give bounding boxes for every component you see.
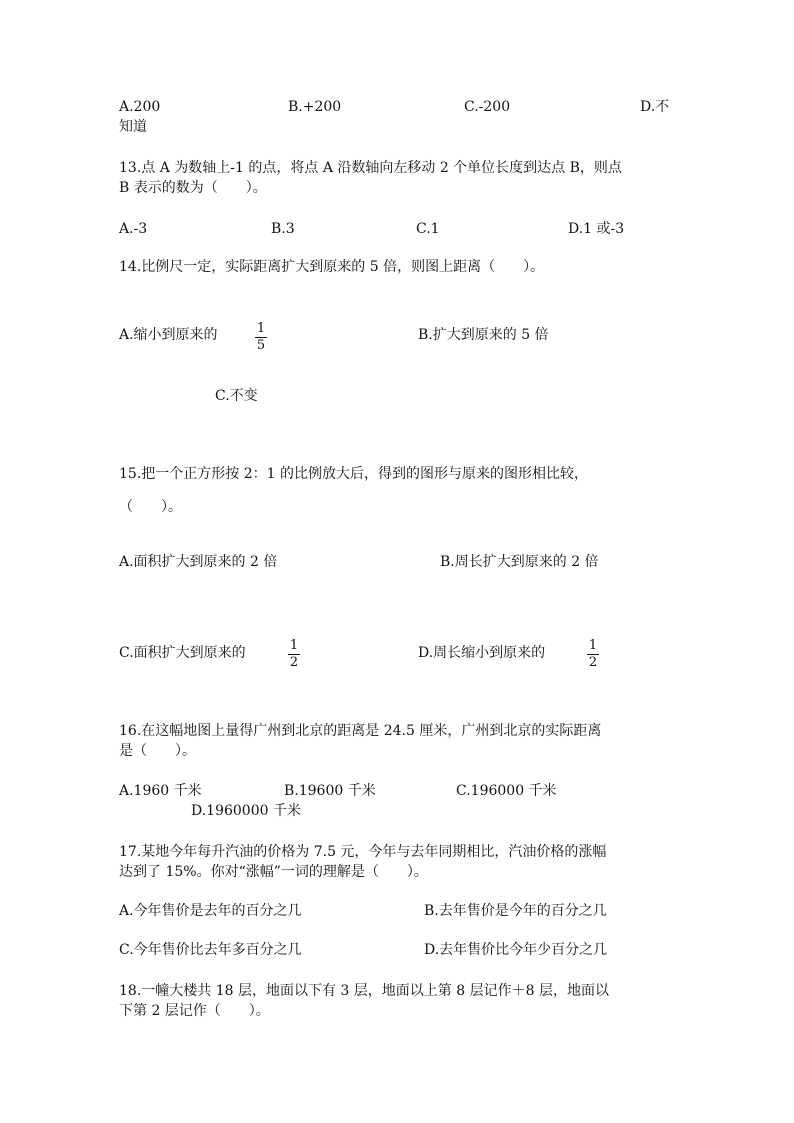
option-c: C.面积扩大到原来的 (119, 645, 246, 661)
question-text-cont: （ ）。 (119, 499, 182, 515)
fraction-numerator: 1 (289, 638, 299, 653)
option-c: C.今年售价比去年多百分之几 (119, 942, 302, 958)
question-text: 13.点 A 为数轴上-1 的点，将点 A 沿数轴向左移动 2 个单位长度到达点 B，则点 (119, 160, 622, 176)
question-text-cont: 下第 2 层记作（ ）。 (119, 1003, 270, 1019)
question-text: 18.一幢大楼共 18 层，地面以下有 3 层，地面以上第 8 层记作＋8 层，地面以 (119, 983, 609, 999)
fraction-one-half (287, 639, 301, 670)
option-d: D.周长缩小到原来的 (418, 645, 546, 661)
option-d: D.去年售价比今年少百分之几 (424, 942, 608, 958)
question-text-cont: B 表示的数为（ ）。 (119, 180, 267, 196)
question-text: 17.某地今年每升汽油的价格为 7.5 元，今年与去年同期相比，汽油价格的涨幅 (119, 844, 607, 860)
option-a: A.1960 千米 (119, 783, 202, 799)
option-c: C.196000 千米 (456, 783, 557, 799)
option-a: A.缩小到原来的 (119, 327, 218, 343)
fraction-denominator: 5 (256, 338, 266, 353)
option-b: B.+200 (288, 99, 342, 115)
option-b: B.3 (271, 221, 295, 237)
option-d: D.不 (640, 99, 670, 115)
option-d: D.1960000 千米 (191, 803, 301, 819)
question-text: 14.比例尺一定，实际距离扩大到原来的 5 倍，则图上距离（ ）。 (119, 259, 545, 275)
fraction-numerator: 1 (256, 321, 266, 336)
option-d: D.1 或-3 (568, 221, 625, 237)
fraction-denominator: 2 (289, 655, 299, 670)
question-text: 15.把一个正方形按 2：1 的比例放大后，得到的图形与原来的图形相比较， (119, 466, 588, 482)
question-text: 16.在这幅地图上量得广州到北京的距离是 24.5 厘米，广州到北京的实际距离 (119, 723, 602, 739)
question-text-cont: 是（ ）。 (119, 743, 196, 759)
option-a: A.-3 (119, 221, 148, 237)
option-a: A.面积扩大到原来的 2 倍 (119, 554, 278, 570)
option-a: A.今年售价是去年的百分之几 (119, 903, 302, 919)
option-b: B.去年售价是今年的百分之几 (424, 903, 607, 919)
option-b: B.19600 千米 (284, 783, 376, 799)
fraction-numerator: 1 (588, 638, 598, 653)
fraction-denominator: 2 (588, 655, 598, 670)
fraction-one-half (586, 639, 600, 670)
option-a: A.200 (119, 99, 161, 115)
option-b: B.周长扩大到原来的 2 倍 (440, 554, 599, 570)
question-text-cont: 达到了 15%。你对“涨幅”一词的理解是（ ）。 (119, 864, 428, 880)
option-c: C.-200 (464, 99, 511, 115)
option-b: B.扩大到原来的 5 倍 (418, 327, 549, 343)
option-d-wrap: 知道 (119, 119, 147, 135)
option-c: C.1 (416, 221, 440, 237)
option-c: C.不变 (215, 388, 258, 404)
fraction-one-fifth (254, 322, 268, 353)
